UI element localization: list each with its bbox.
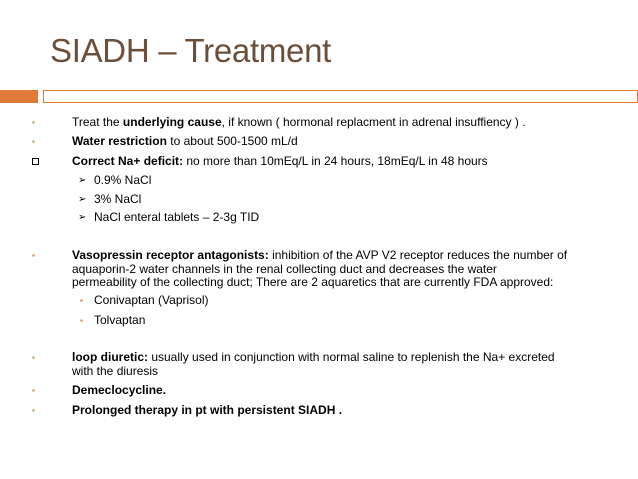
bullet-icon: ▪ <box>32 251 35 260</box>
title-underline-bar <box>43 90 638 103</box>
list-item-continuation: with the diuresis <box>72 363 159 378</box>
arrow-bullet-icon: ➢ <box>78 175 87 186</box>
bullet-icon: ▪ <box>80 296 83 305</box>
list-item-continuation: permeability of the collecting duct; There are 2 aquaretics that are currently FDA approved: <box>72 275 554 289</box>
arrow-bullet-icon: ➢ <box>78 212 87 223</box>
list-item-text: Water restriction to about 500-1500 mL/d <box>72 134 298 148</box>
arrow-bullet-icon: ➢ <box>78 194 87 205</box>
bullet-icon: ▪ <box>32 386 35 395</box>
list-item-text: 3% NaCl <box>94 192 142 206</box>
bullet-icon: ▪ <box>32 406 35 415</box>
list-item-text: Conivaptan (Vaprisol) <box>94 293 209 307</box>
square-bullet-icon <box>32 158 39 165</box>
bullet-icon: ▪ <box>32 137 35 146</box>
title-accent-bar <box>0 90 38 103</box>
list-item-text: Demeclocycline. <box>72 383 167 397</box>
bullet-icon: ▪ <box>32 118 35 127</box>
list-item-text: Treat the underlying cause, if known ( hormonal replacment in adrenal insuffiency ) . <box>72 115 526 129</box>
list-item-text: Correct Na+ deficit: no more than 10mEq/L in 24 hours, 18mEq/L in 48 hours <box>72 154 488 168</box>
list-item-text: Tolvaptan <box>94 313 146 327</box>
list-item-continuation: aquaporin-2 water channels in the renal collecting duct and decreases the water <box>72 261 497 276</box>
bullet-icon: ▪ <box>32 353 35 362</box>
list-item-text: loop diuretic: usually used in conjunction with normal saline to replenish the Na+ excreted with the diuresis <box>72 351 618 378</box>
list-item-text: 0.9% NaCl <box>94 173 152 187</box>
list-item-text: Prolonged therapy in pt with persistent SIADH . <box>72 403 343 417</box>
list-item-text: Vasopressin receptor antagonists: inhibition of the AVP V2 receptor reduces the number of aquaporin-2 water channels in the renal collecting duct and decreases the water permeability of the collecting duct; There are 2 aquaretics that are currently FDA approved: <box>72 249 618 290</box>
bullet-icon: ▪ <box>80 316 83 325</box>
list-item-text: NaCl enteral tablets – 2-3g TID <box>94 210 260 224</box>
slide-title: SIADH – Treatment <box>50 32 332 69</box>
